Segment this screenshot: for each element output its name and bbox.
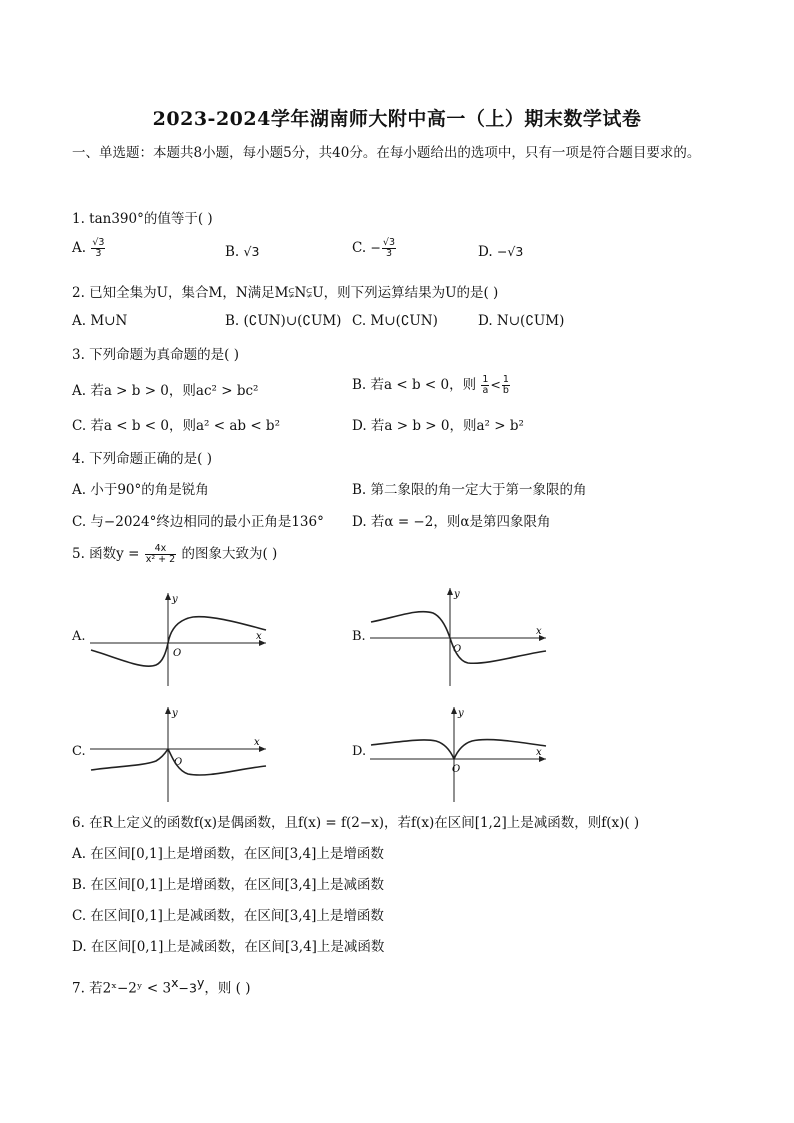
page-title: 2023-2024学年湖南师大附中高一（上）期末数学试卷 xyxy=(152,108,642,130)
q5-graph-c xyxy=(88,704,270,804)
question-5-stem xyxy=(72,542,277,565)
q5-function-formula: $\frac{4x}{\text{x² + 2}}$ xyxy=(145,543,176,565)
q1-option-c xyxy=(352,238,397,259)
q3-option-c: C. 若a < b < 0，则a² < ab < b² xyxy=(72,418,280,434)
q5-option-a-label: A. xyxy=(72,629,86,644)
x-axis-label: x xyxy=(256,631,262,642)
q1-option-b-formula: √3 xyxy=(243,244,260,259)
origin-label: O xyxy=(453,644,462,655)
q5-stem-suffix: 的图象大致为( ) xyxy=(181,546,278,562)
q5-option-c-label: C. xyxy=(72,744,86,759)
y-axis-label: y xyxy=(172,594,178,605)
y-axis-arrow xyxy=(451,707,457,714)
q6-option-d: D. 在区间[0,1]上是减函数，在区间[3,4]上是减函数 xyxy=(72,939,385,955)
question-1-stem: 1. tan390°的值等于( ) xyxy=(72,211,213,227)
q6-option-b: B. 在区间[0,1]上是增函数，在区间[3,4]上是减函数 xyxy=(72,877,385,893)
q1-option-c-label: C. xyxy=(352,240,367,256)
q1-option-d-label: D. xyxy=(478,244,493,260)
q7-exponent-y: y xyxy=(196,975,205,990)
y-axis-arrow xyxy=(165,707,171,714)
q7-stem-prefix: 7. 若2ˣ−2ʸ < 3 xyxy=(72,980,172,997)
q7-stem-suffix: ，则 ( ) xyxy=(204,980,251,997)
curve xyxy=(371,612,546,664)
origin-label: O xyxy=(452,764,461,775)
q3-option-d: D. 若a > b > 0，则a² > b² xyxy=(352,418,524,434)
q1-option-c-formula: − $\frac{√3}{3}$ xyxy=(370,237,396,259)
q7-exponent-x: x xyxy=(171,975,179,990)
q1-option-d xyxy=(478,244,523,260)
q1-option-b-label: B. xyxy=(225,244,240,260)
question-2-stem: 2. 已知全集为U，集合M，N满足M⫋N⫋U，则下列运算结果为U的是( ) xyxy=(72,285,499,301)
q1-option-d-formula: −√3 xyxy=(496,244,524,259)
q5-option-d-label: D. xyxy=(352,744,367,759)
x-axis-label: x xyxy=(536,626,542,637)
q4-option-c: C. 与−2024°终边相同的最小正角是136° xyxy=(72,514,324,530)
question-3-stem: 3. 下列命题为真命题的是( ) xyxy=(72,347,239,363)
y-axis-arrow xyxy=(447,588,453,595)
q5-option-b-label: B. xyxy=(352,629,366,644)
q5-graph-a xyxy=(88,590,270,688)
q1-option-a-label: A. xyxy=(72,240,87,256)
q3-option-a: A. 若a > b > 0，则ac² > bc² xyxy=(72,383,259,399)
q5-graph-d xyxy=(368,704,550,804)
x-axis-label: x xyxy=(536,747,542,758)
q6-option-c: C. 在区间[0,1]上是减函数，在区间[3,4]上是增函数 xyxy=(72,908,384,924)
origin-label: O xyxy=(174,757,183,768)
y-axis-label: y xyxy=(458,708,464,719)
q2-option-d: D. N∪(∁UM) xyxy=(478,313,565,329)
q5-graph-b xyxy=(368,585,550,688)
q4-option-d: D. 若α = −2，则α是第四象限角 xyxy=(352,514,551,530)
q5-stem-prefix: 5. 函数y = xyxy=(72,546,140,562)
q3-option-b-frac-1: $\frac{1}{a}$ xyxy=(482,374,489,396)
q6-option-a: A. 在区间[0,1]上是增函数，在区间[3,4]上是增函数 xyxy=(72,846,384,862)
q1-option-a xyxy=(72,238,106,259)
question-7-stem: 7. 若2ˣ−2ʸ < $3^x-3^y$，则 ( ) xyxy=(72,975,251,997)
question-4-stem: 4. 下列命题正确的是( ) xyxy=(72,451,212,467)
q2-option-c: C. M∪(∁UN) xyxy=(352,313,438,329)
q3-option-b-frac-2: $\frac{1}{b}$ xyxy=(502,374,509,396)
y-axis-label: y xyxy=(172,708,178,719)
x-axis-label: x xyxy=(254,737,260,748)
y-axis-label: y xyxy=(454,589,460,600)
q4-option-a: A. 小于90°的角是锐角 xyxy=(72,482,209,498)
question-6-stem: 6. 在R上定义的函数f(x)是偶函数，且f(x) = f(2−x)，若f(x)在区间[1,2]上是减函数，则f(x)( ) xyxy=(72,815,640,831)
q3-option-b: B. 若a < b < 0，则 $\frac{1}{a}$ < $\frac{1}{b}$ xyxy=(352,374,509,396)
q4-option-b: B. 第二象限的角一定大于第一象限的角 xyxy=(352,482,587,498)
q1-option-b xyxy=(225,244,259,260)
y-axis-arrow xyxy=(165,593,171,600)
q2-option-b: B. (∁UN)∪(∁UM) xyxy=(225,313,342,329)
curve xyxy=(371,740,546,759)
q1-option-a-formula: $\frac{√3}{3}$ xyxy=(92,237,105,259)
q3-option-b-label: B. 若a < b < 0，则 xyxy=(352,377,477,393)
x-axis-arrow xyxy=(259,746,266,752)
origin-label: O xyxy=(173,648,182,659)
section-heading: 一、单选题：本题共8小题，每小题5分，共40分。在每小题给出的选项中，只有一项是符合题目要求的。 xyxy=(72,145,701,161)
q2-option-a: A. M∪N xyxy=(72,313,128,329)
